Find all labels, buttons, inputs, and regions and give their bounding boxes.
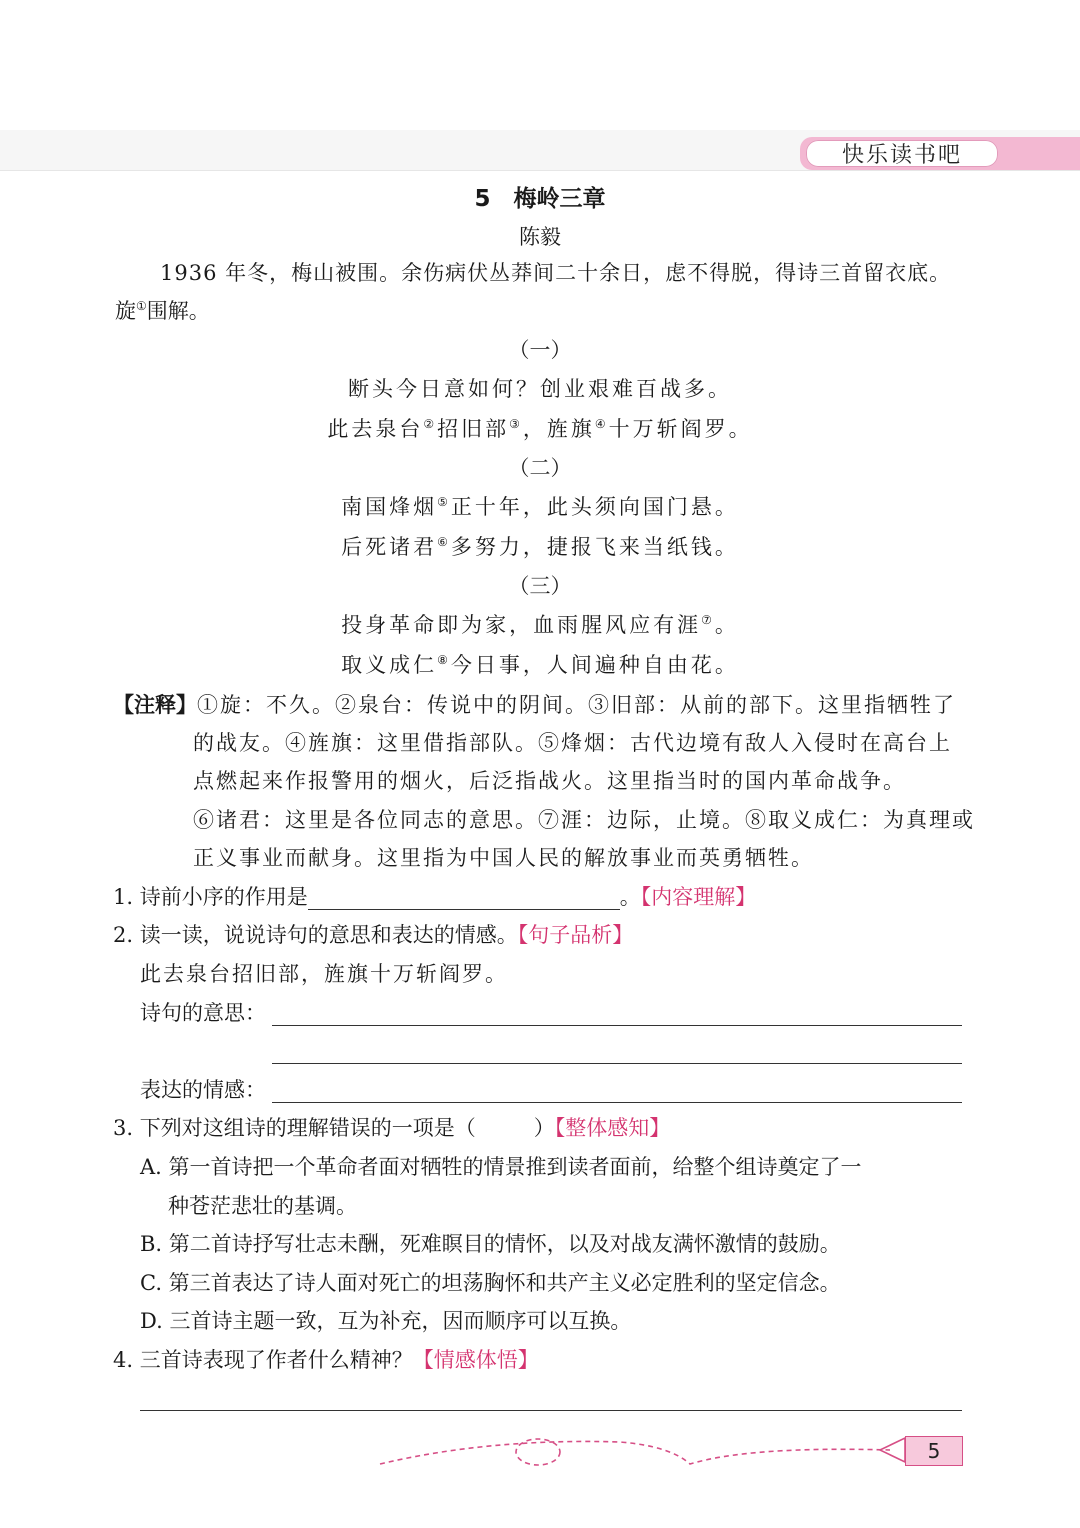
meaning-label: 诗句的意思：	[140, 1001, 266, 1025]
option-b: B. 第二首诗抒写壮志未酬，死难瞑目的情怀，以及对战友满怀激情的鼓励。	[140, 1232, 841, 1256]
notes-line-2: 的战友。④旌旗：这里借指部队。⑤烽烟：古代边境有敌人入侵时在高台上	[193, 731, 952, 755]
poem-line: 投身革命即为家，血雨腥风应有涯⑦。	[341, 613, 739, 637]
notes-line-4: ⑥诸君：这里是各位同志的意思。⑦涯：边际，止境。⑧取义成仁：为真理或	[193, 808, 975, 832]
footer-decoration	[370, 1428, 910, 1478]
question-tag: 【句子品析】	[517, 923, 634, 947]
page-number: 5	[905, 1436, 963, 1466]
poem-line: 后死诸君⑥多努力，捷报飞来当纸钱。	[341, 535, 739, 559]
question-tag: 【内容理解】	[640, 885, 757, 909]
option-a-cont: 种苍茫悲壮的基调。	[168, 1194, 357, 1218]
meaning-answer-line-1[interactable]	[272, 1025, 962, 1026]
notes-label: 【注释】	[113, 693, 197, 717]
poem-line: 南国烽烟⑤正十年，此头须向国门悬。	[341, 495, 739, 519]
poem-line: 此去泉台②招旧部③，旌旗④十万斩阎罗。	[327, 417, 753, 441]
option-d: D. 三首诗主题一致，互为补充，因而顺序可以互换。	[140, 1309, 632, 1333]
question-3: 3. 下列对这组诗的理解错误的一项是（ ）【整体感知】	[113, 1116, 671, 1140]
question-1: 1. 诗前小序的作用是 。【内容理解】	[113, 885, 757, 909]
notes-line-1: 【注释】①旋：不久。②泉台：传说中的阴间。③旧部：从前的部下。这里指牺牲了	[113, 693, 956, 717]
section-number-3: （三）	[508, 574, 572, 598]
emotion-answer-line[interactable]	[272, 1102, 962, 1103]
poem-line: 取义成仁⑧今日事，人间遍种自由花。	[341, 653, 739, 677]
option-c: C. 第三首表达了诗人面对死亡的坦荡胸怀和共产主义必定胜利的坚定信念。	[140, 1271, 841, 1295]
poem-title: 5 梅岭三章	[474, 186, 606, 212]
poem-line: 断头今日意如何？创业艰难百战多。	[348, 377, 732, 401]
preface-line-2: 旋①围解。	[115, 299, 210, 323]
meaning-answer-line-2[interactable]	[272, 1063, 962, 1064]
preface-line-1: 1936 年冬，梅山被围。余伤病伏丛莽间二十余日，虑不得脱，得诗三首留衣底。	[160, 261, 952, 285]
option-a: A. 第一首诗把一个革命者面对牺牲的情景推到读者面前，给整个组诗奠定了一	[140, 1155, 862, 1179]
q4-answer-line[interactable]	[140, 1410, 962, 1411]
poem-author: 陈毅	[519, 225, 561, 249]
question-4: 4. 三首诗表现了作者什么精神？【情感体悟】	[113, 1348, 539, 1372]
notes-line-3: 点燃起来作报警用的烟火，后泛指战火。这里指当时的国内革命战争。	[193, 769, 906, 793]
question-2-quote: 此去泉台招旧部，旌旗十万斩阎罗。	[140, 962, 508, 986]
question-tag: 【情感体悟】	[412, 1348, 539, 1372]
question-2: 2. 读一读，说说诗句的意思和表达的情感。【句子品析】	[113, 923, 634, 947]
section-number-2: （二）	[508, 456, 572, 480]
section-number-1: （一）	[508, 338, 572, 362]
notes-line-5: 正义事业而献身。这里指为中国人民的解放事业而英勇牺牲。	[193, 846, 814, 870]
header-tab-label: 快乐读书吧	[806, 140, 998, 167]
answer-blank[interactable]	[308, 887, 620, 910]
emotion-label: 表达的情感：	[140, 1078, 266, 1102]
question-tag: 【整体感知】	[554, 1116, 671, 1140]
